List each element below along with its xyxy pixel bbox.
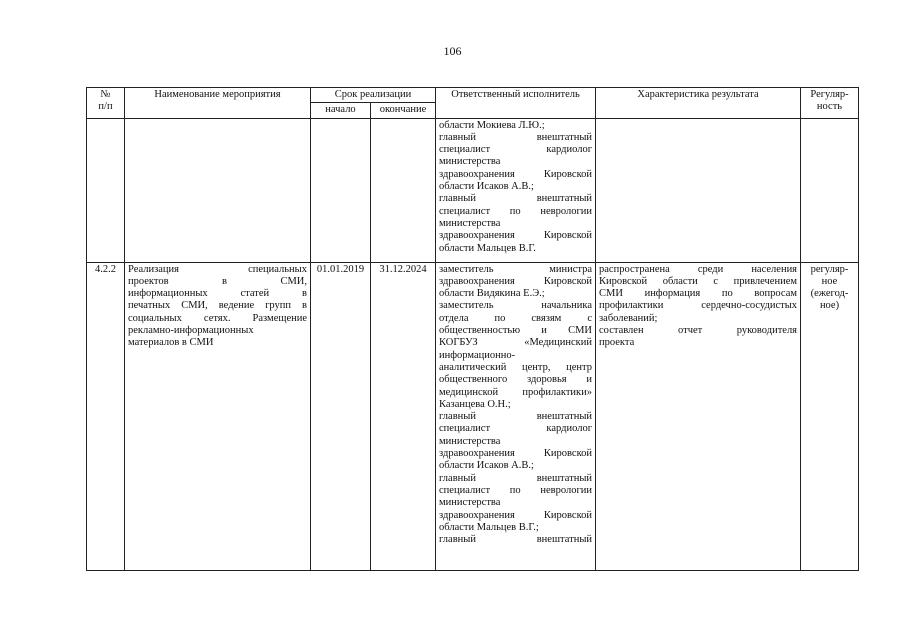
text-line: области Мальцев В.Г.; bbox=[439, 521, 539, 533]
cell-num: 4.2.2 bbox=[87, 262, 125, 570]
cell-end bbox=[371, 118, 436, 262]
text-line: министерства bbox=[439, 217, 501, 229]
text-line: здравоохранения Кировской bbox=[439, 509, 593, 521]
cell-num bbox=[87, 118, 125, 262]
text-line: Реализация специальных bbox=[128, 263, 307, 275]
text-line: материалов в СМИ bbox=[128, 337, 214, 349]
text-line: министерства bbox=[439, 156, 501, 168]
table-row bbox=[87, 262, 859, 570]
text-line: главный внештатный bbox=[439, 534, 593, 546]
text-line: общественностью и СМИ bbox=[439, 325, 593, 337]
text-line: области Исаков А.В.; bbox=[439, 181, 534, 193]
cell-start: 01.01.2019 bbox=[311, 262, 371, 570]
header-period: Срок реализации bbox=[311, 88, 436, 103]
text-line: заместитель начальника bbox=[439, 300, 593, 312]
cell-start bbox=[311, 118, 371, 262]
cell-result bbox=[596, 262, 801, 570]
text-line: Кировской области с привлечением bbox=[599, 275, 798, 287]
text-line: СМИ информация по вопросам bbox=[599, 288, 798, 300]
header-row-1 bbox=[87, 88, 859, 103]
text-line: министерства bbox=[439, 435, 501, 447]
text-line: главный внештатный bbox=[439, 411, 593, 423]
text-line: общественного здоровья и bbox=[439, 374, 593, 386]
text-line: отдела по связям с bbox=[439, 312, 593, 324]
text-line: составлен отчет руководителя bbox=[599, 325, 798, 337]
text-line: заболеваний; bbox=[599, 312, 658, 324]
header-responsible: Ответственный исполнитель bbox=[436, 88, 596, 119]
text-line: области Видякина Е.Э.; bbox=[439, 288, 545, 300]
text-line: здравоохранения Кировской bbox=[439, 230, 593, 242]
header-result: Характеристика результата bbox=[596, 88, 801, 119]
header-start: начало bbox=[311, 103, 371, 118]
cell-result bbox=[596, 118, 801, 262]
cell-responsible bbox=[436, 118, 596, 262]
text-line: министерства bbox=[439, 497, 501, 509]
page-number: 106 bbox=[443, 44, 462, 58]
text-line: специалист кардиолог bbox=[439, 423, 593, 435]
text-line: здравоохранения Кировской bbox=[439, 168, 593, 180]
header-end: окончание bbox=[371, 103, 436, 118]
text-line: проекта bbox=[599, 337, 635, 349]
text-line: специалист по неврологии bbox=[439, 484, 593, 496]
text-line: аналитический центр, центр bbox=[439, 361, 593, 373]
header-name: Наименование мероприятия bbox=[125, 88, 311, 119]
text-line: главный внештатный bbox=[439, 193, 593, 205]
header-regularity: Регуляр- ность bbox=[801, 88, 859, 119]
header-num: № п/п bbox=[87, 88, 125, 119]
text-line: социальных сетях. Размещение bbox=[128, 312, 307, 324]
text-line: области Мальцев В.Г. bbox=[439, 242, 536, 254]
text-line: здравоохранения Кировской bbox=[439, 448, 593, 460]
text-line: области Исаков А.В.; bbox=[439, 460, 534, 472]
text-line: специалист по неврологии bbox=[439, 205, 593, 217]
cell-regularity bbox=[801, 118, 859, 262]
text-line: профилактики сердечно-сосудистых bbox=[599, 300, 798, 312]
cell-name bbox=[125, 118, 311, 262]
text-line: Казанцева О.Н.; bbox=[439, 398, 511, 410]
text-line: специалист кардиолог bbox=[439, 144, 593, 156]
text-line: главный внештатный bbox=[439, 472, 593, 484]
text-line: распространена среди населения bbox=[599, 263, 798, 275]
text-line: здравоохранения Кировской bbox=[439, 275, 593, 287]
text-line: области Мокиева Л.Ю.; bbox=[439, 119, 545, 131]
text-line: информационно- bbox=[439, 349, 516, 361]
cell-end: 31.12.2024 bbox=[371, 262, 436, 570]
text-line: проектов в СМИ, bbox=[128, 275, 307, 287]
table-row bbox=[87, 118, 859, 262]
cell-name bbox=[125, 262, 311, 570]
text-line: заместитель министра bbox=[439, 263, 593, 275]
activities-table bbox=[86, 87, 859, 571]
text-line: КОГБУЗ «Медицинский bbox=[439, 337, 593, 349]
text-line: медицинской профилактики» bbox=[439, 386, 593, 398]
text-line: информационных статей в bbox=[128, 288, 307, 300]
cell-responsible bbox=[436, 262, 596, 570]
text-line: рекламно-информационных bbox=[128, 325, 254, 337]
text-line: печатных СМИ, ведение групп в bbox=[128, 300, 307, 312]
cell-regularity: регуляр- ное (ежегод- ное) bbox=[801, 262, 859, 570]
text-line: главный внештатный bbox=[439, 131, 593, 143]
